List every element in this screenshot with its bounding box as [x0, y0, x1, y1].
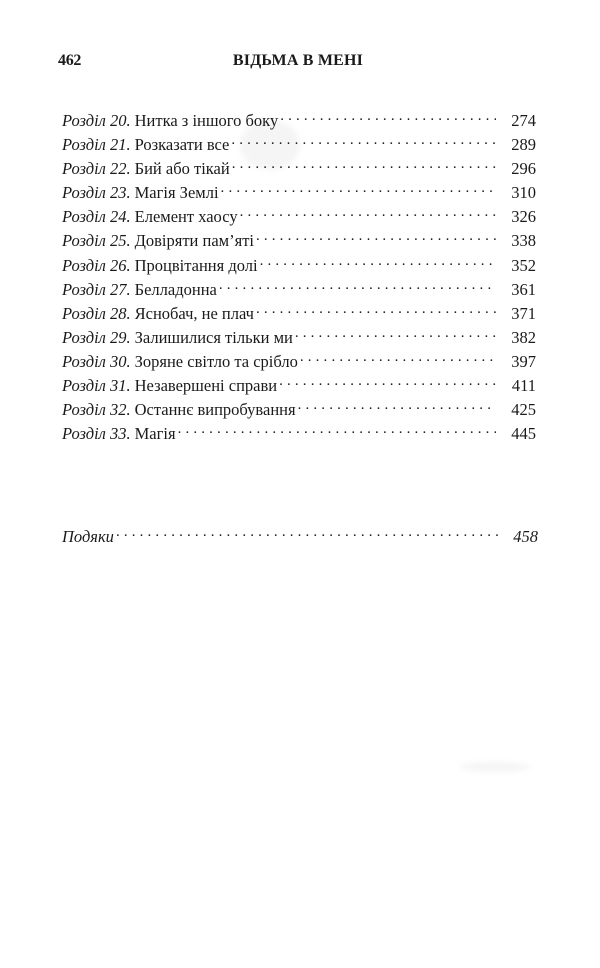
chapter-label: Розділ 20.	[62, 111, 131, 130]
chapter-title: Процвітання долі	[134, 255, 258, 275]
book-title: ВІДЬМА В МЕНІ	[232, 52, 364, 69]
toc-entry	[62, 130, 536, 154]
chapter-page: 445	[511, 424, 536, 444]
dot-leader	[178, 419, 496, 439]
dot-leader	[232, 154, 496, 174]
chapter-page: 425	[511, 400, 536, 420]
chapter-page: 352	[511, 255, 536, 275]
dot-leader	[279, 371, 496, 391]
chapter-title: Довіряти пам’яті	[134, 231, 254, 251]
toc-entry	[62, 275, 536, 299]
chapter-page: 411	[511, 376, 536, 396]
toc-entry	[62, 226, 536, 250]
toc-entry	[62, 106, 536, 130]
dot-leader	[298, 395, 496, 415]
chapter-label: Розділ 31.	[62, 376, 131, 396]
toc-entry	[62, 323, 536, 347]
dot-leader	[260, 251, 496, 271]
toc-entry	[62, 419, 536, 443]
chapter-page: 397	[511, 351, 536, 371]
paper-smudge	[460, 762, 530, 772]
chapter-label: Розділ 28.	[62, 303, 131, 323]
running-header	[58, 52, 538, 74]
chapter-page: 289	[511, 135, 536, 155]
chapter-label: Розділ 24.	[62, 207, 131, 227]
chapter-label: Розділ 29.	[62, 327, 131, 347]
chapter-page: 371	[511, 303, 536, 323]
dot-leader	[219, 275, 496, 295]
chapter-page: 338	[511, 231, 536, 251]
table-of-contents	[62, 106, 536, 443]
chapter-label: Розділ 33.	[62, 424, 131, 444]
chapter-title: Останнє випробування	[134, 400, 296, 420]
chapter-title: Нитка з іншого боку	[134, 111, 279, 130]
toc-entry	[62, 202, 536, 226]
chapter-title: Яснобач, не плач	[134, 303, 254, 323]
dot-leader	[300, 347, 496, 367]
toc-entry	[62, 371, 536, 395]
chapter-title: Зоряне світло та срібло	[134, 351, 298, 371]
toc-entry	[62, 154, 536, 178]
toc-entry	[62, 251, 536, 275]
chapter-title: Бий або тікай	[134, 159, 230, 179]
chapter-label: Розділ 22.	[62, 159, 131, 179]
chapter-page: 382	[511, 327, 536, 347]
chapter-label: Розділ 21.	[62, 135, 131, 155]
acknowledgements-page: 458	[513, 527, 538, 546]
chapter-title: Незавершені справи	[134, 376, 278, 396]
toc-entry	[62, 522, 538, 546]
dot-leader	[256, 226, 496, 246]
dot-leader	[240, 202, 496, 222]
dot-leader	[295, 323, 496, 343]
chapter-page: 326	[511, 207, 536, 227]
dot-leader	[116, 522, 498, 542]
chapter-label: Розділ 25.	[62, 231, 131, 251]
chapter-page: 310	[511, 183, 536, 203]
dot-leader	[221, 178, 496, 198]
chapter-page: 296	[511, 159, 536, 179]
acknowledgements-label: Подяки	[62, 527, 114, 546]
dot-leader	[256, 299, 496, 319]
toc-entry	[62, 299, 536, 323]
dot-leader	[231, 130, 496, 150]
chapter-title: Белладонна	[134, 279, 217, 299]
chapter-title: Магія	[134, 424, 176, 444]
chapter-page: 274	[511, 111, 536, 130]
chapter-title: Магія Землі	[134, 183, 219, 203]
page-number: 462	[58, 52, 82, 69]
chapter-label: Розділ 32.	[62, 400, 131, 420]
chapter-label: Розділ 30.	[62, 351, 131, 371]
acknowledgements-entry	[62, 522, 538, 546]
dot-leader	[280, 106, 496, 126]
chapter-label: Розділ 23.	[62, 183, 131, 203]
toc-entry	[62, 178, 536, 202]
chapter-label: Розділ 27.	[62, 279, 131, 299]
chapter-title: Розказати все	[134, 135, 230, 155]
chapter-title: Залишилися тільки ми	[134, 327, 293, 347]
chapter-title: Елемент хаосу	[134, 207, 238, 227]
toc-entry	[62, 347, 536, 371]
chapter-label: Розділ 26.	[62, 255, 131, 275]
chapter-page: 361	[511, 279, 536, 299]
toc-entry	[62, 395, 536, 419]
